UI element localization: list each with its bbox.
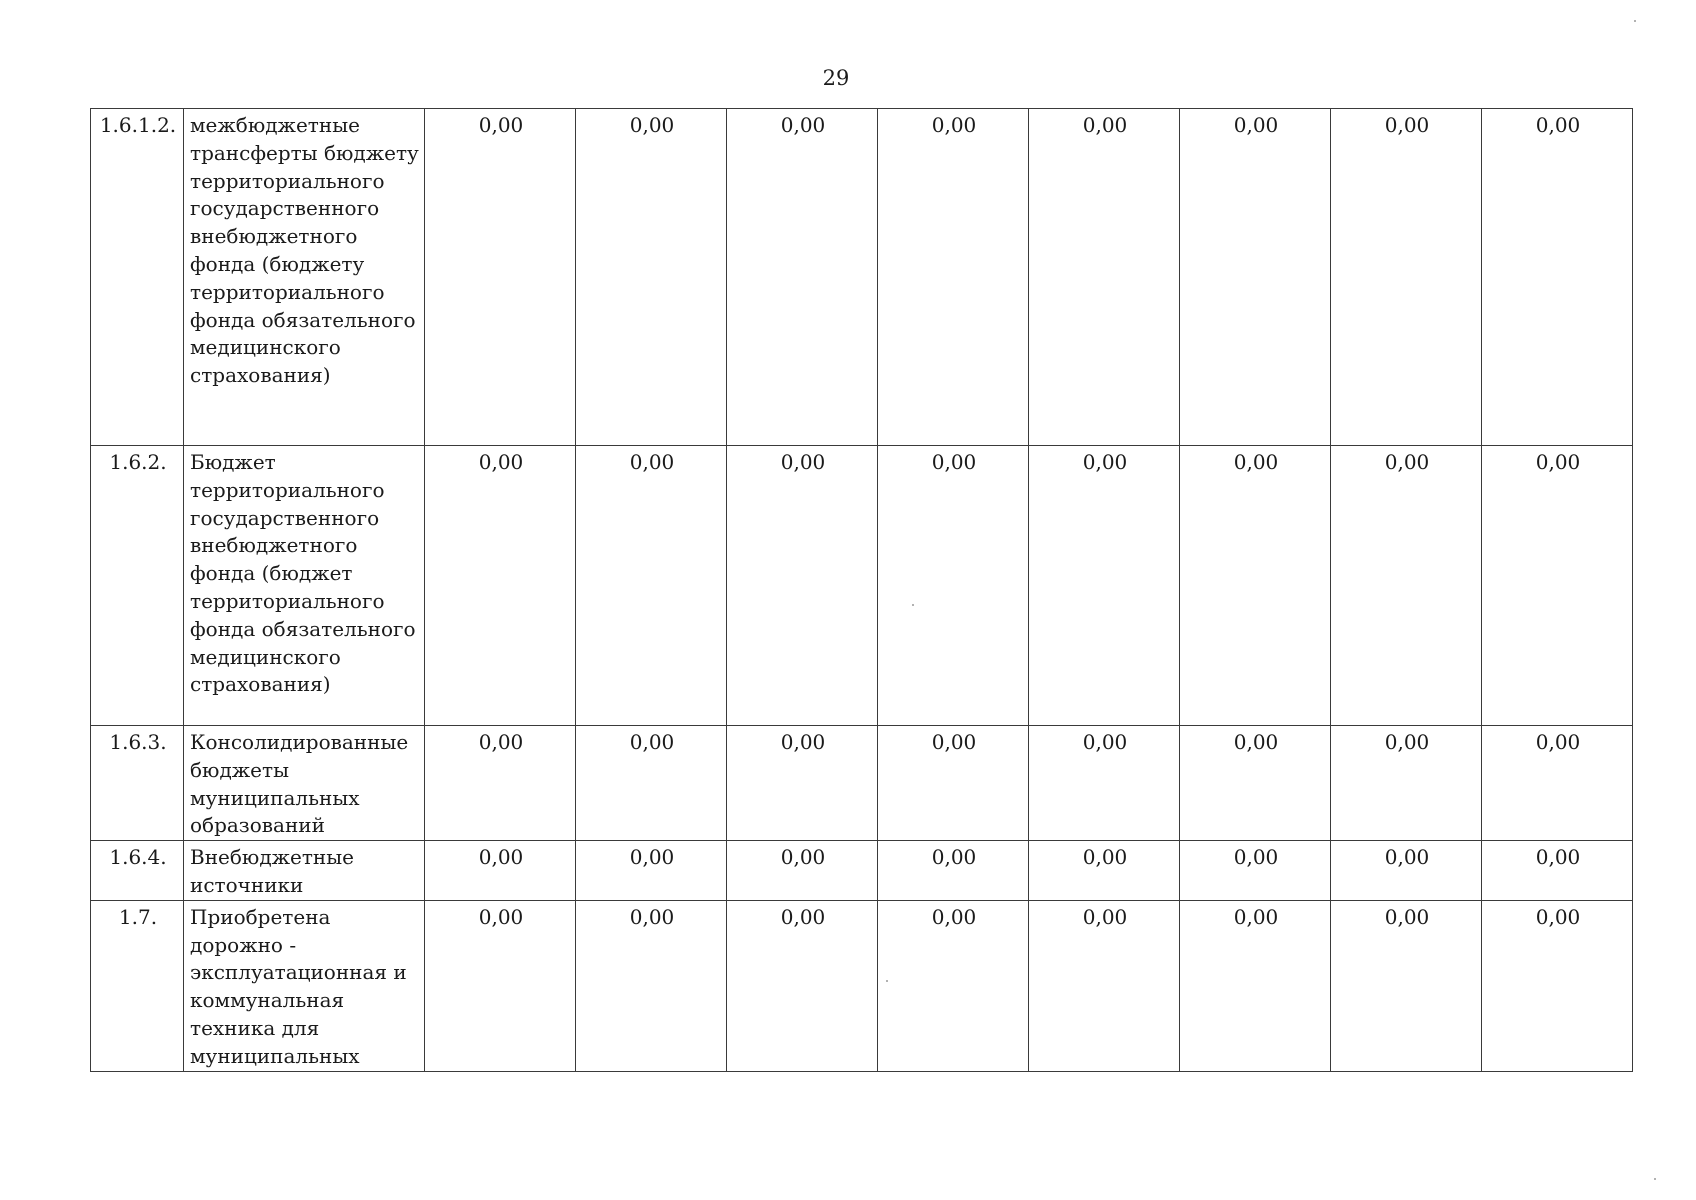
row-name: межбюджетные трансферты бюджету территориального государственного внебюджетного фонда (бюджету территориального фонда обязательного медицинского страхования) bbox=[184, 109, 425, 446]
value-cell: 0,00 bbox=[576, 109, 727, 446]
value-cell: 0,00 bbox=[1029, 109, 1180, 446]
value-cell: 0,00 bbox=[878, 900, 1029, 1071]
value-cell: 0,00 bbox=[425, 109, 576, 446]
scan-speck bbox=[1654, 1178, 1656, 1180]
value-cell: 0,00 bbox=[425, 726, 576, 841]
value-cell: 0,00 bbox=[1180, 841, 1331, 901]
value-cell: 0,00 bbox=[727, 446, 878, 726]
value-cell: 0,00 bbox=[1482, 109, 1633, 446]
value-cell: 0,00 bbox=[1331, 446, 1482, 726]
scan-speck bbox=[1634, 20, 1636, 22]
row-name: Внебюджетные источники bbox=[184, 841, 425, 901]
value-cell: 0,00 bbox=[878, 841, 1029, 901]
value-cell: 0,00 bbox=[425, 446, 576, 726]
value-cell: 0,00 bbox=[1180, 900, 1331, 1071]
table-row bbox=[91, 726, 1633, 841]
value-cell: 0,00 bbox=[576, 841, 727, 901]
value-cell: 0,00 bbox=[1180, 446, 1331, 726]
value-cell: 0,00 bbox=[727, 109, 878, 446]
page-number: 29 bbox=[822, 66, 850, 90]
value-cell: 0,00 bbox=[1180, 726, 1331, 841]
value-cell: 0,00 bbox=[727, 726, 878, 841]
row-code: 1.6.1.2. bbox=[91, 109, 184, 446]
value-cell: 0,00 bbox=[1482, 446, 1633, 726]
value-cell: 0,00 bbox=[576, 726, 727, 841]
scan-speck bbox=[912, 604, 914, 606]
value-cell: 0,00 bbox=[1482, 841, 1633, 901]
value-cell: 0,00 bbox=[878, 109, 1029, 446]
value-cell: 0,00 bbox=[727, 900, 878, 1071]
budget-table bbox=[90, 108, 1633, 1072]
row-code: 1.6.2. bbox=[91, 446, 184, 726]
row-code: 1.6.3. bbox=[91, 726, 184, 841]
value-cell: 0,00 bbox=[1331, 109, 1482, 446]
value-cell: 0,00 bbox=[1482, 726, 1633, 841]
value-cell: 0,00 bbox=[1331, 900, 1482, 1071]
table-row bbox=[91, 446, 1633, 726]
row-name: Приобретена дорожно - эксплуатационная и коммунальная техника для муниципальных bbox=[184, 900, 425, 1071]
value-cell: 0,00 bbox=[576, 446, 727, 726]
table-row bbox=[91, 900, 1633, 1071]
value-cell: 0,00 bbox=[1331, 726, 1482, 841]
value-cell: 0,00 bbox=[576, 900, 727, 1071]
value-cell: 0,00 bbox=[1482, 900, 1633, 1071]
table-row bbox=[91, 109, 1633, 446]
value-cell: 0,00 bbox=[1029, 446, 1180, 726]
value-cell: 0,00 bbox=[425, 841, 576, 901]
value-cell: 0,00 bbox=[425, 900, 576, 1071]
row-code: 1.6.4. bbox=[91, 841, 184, 901]
value-cell: 0,00 bbox=[727, 841, 878, 901]
scan-speck bbox=[886, 980, 888, 982]
row-code: 1.7. bbox=[91, 900, 184, 1071]
table-row bbox=[91, 841, 1633, 901]
value-cell: 0,00 bbox=[878, 726, 1029, 841]
row-name: Бюджет территориального государственного внебюджетного фонда (бюджет территориального фонда обязательного медицинского страхования) bbox=[184, 446, 425, 726]
value-cell: 0,00 bbox=[878, 446, 1029, 726]
value-cell: 0,00 bbox=[1331, 841, 1482, 901]
value-cell: 0,00 bbox=[1180, 109, 1331, 446]
value-cell: 0,00 bbox=[1029, 726, 1180, 841]
value-cell: 0,00 bbox=[1029, 900, 1180, 1071]
value-cell: 0,00 bbox=[1029, 841, 1180, 901]
row-name: Консолидированные бюджеты муниципальных образований bbox=[184, 726, 425, 841]
